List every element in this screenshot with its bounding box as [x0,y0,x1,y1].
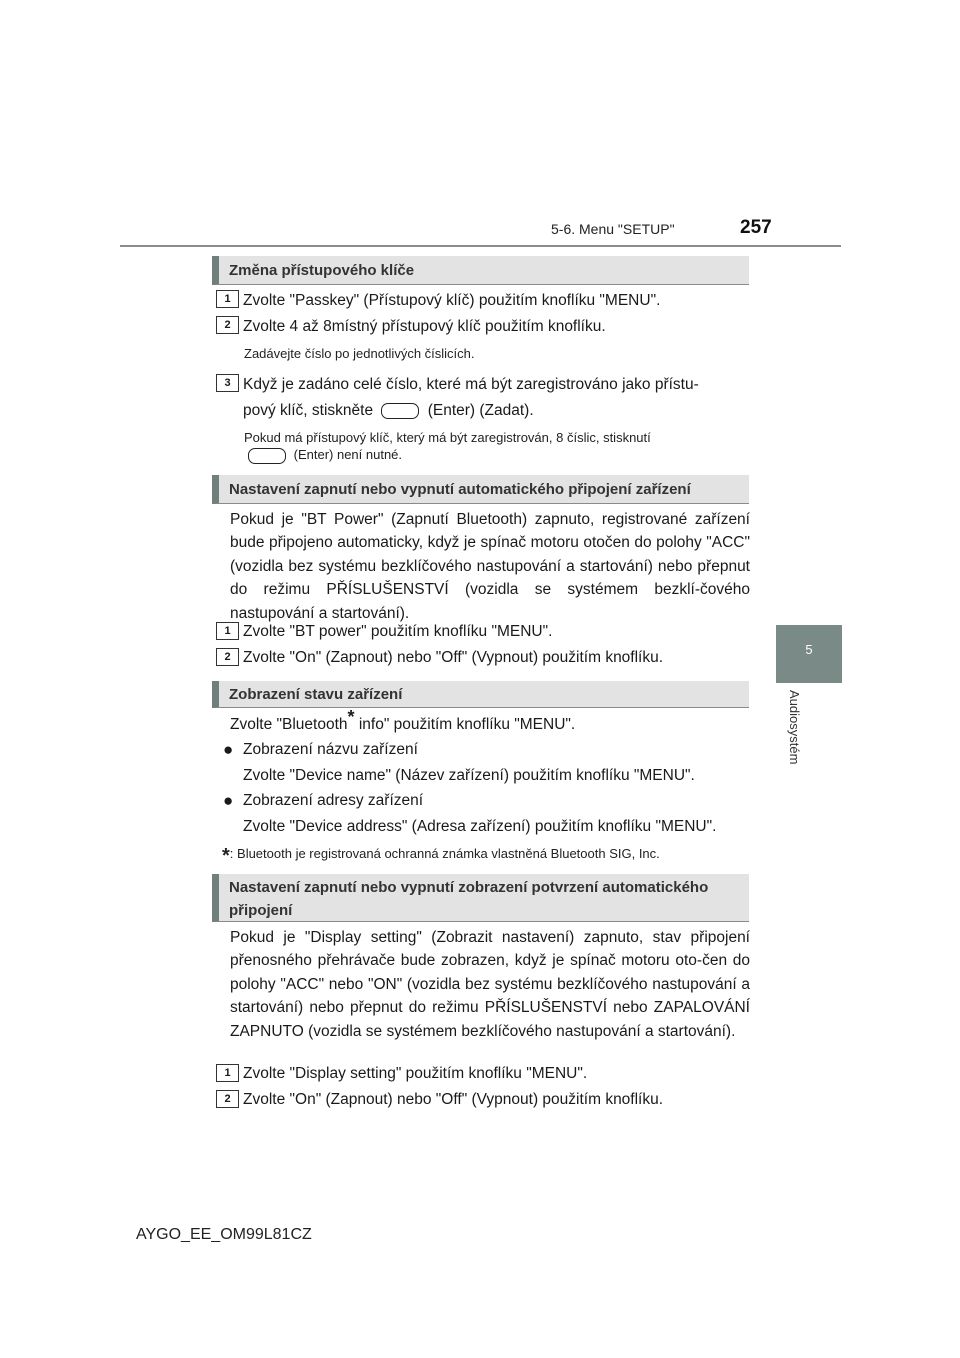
step-number: 2 [216,1090,239,1108]
enter-button-icon [381,403,419,419]
note-text-part: (Enter) není nutné. [293,447,403,462]
step-number: 1 [216,290,239,308]
footnote-marker: * [347,706,355,727]
bullet-icon: ● [223,740,234,759]
step-number: 1 [216,622,239,640]
step-number: 2 [216,316,239,334]
header-divider [120,245,841,247]
body-paragraph: Pokud je "BT Power" (Zapnutí Bluetooth) zapnuto, registrované zařízení bude připojeno automaticky, když je spínač motoru otočen do polohy "ACC" (vozidla bez systému bezklíčového nastupování a startování) nebo přepnut do režimu PŘÍSLUŠENSTVÍ (vozidla se systémem bezklí-čového nastupování a startování). [230,511,750,622]
bullet-text: Zvolte "Device address" (Adresa zařízení) použitím knoflíku "MENU". [243,818,717,835]
heading-line: Nastavení zapnutí nebo vypnutí zobrazení potvrzení automatického [229,879,709,896]
section-heading-device-status: Zobrazení stavu zařízení [212,681,749,708]
step-text-line2 [243,398,534,424]
bullet-text: Zvolte "Device name" (Název zařízení) použitím knoflíku "MENU". [243,767,695,784]
step-text: Zvolte "On" (Zapnout) nebo "Off" (Vypnout) použitím knoflíku. [243,649,664,666]
footnote-marker: * [222,845,230,867]
note-text-line2 [244,447,402,464]
body-paragraph: Pokud je "Display setting" (Zobrazit nastavení) zapnuto, stav připojení přenosného přehrávače bude zobrazen, když je spínač motoru oto-čen do polohy "ACC" nebo "ON" (vozidla bez systému bezklíčového nastupování a startování) nebo přepnut do režimu PŘÍSLUŠENSTVÍ nebo ZAPALOVÁNÍ ZAPNUTO (vozidla se systémem bezklíčového nastupování a startování). [230,929,750,1040]
step-text: Zvolte "Passkey" (Přístupový klíč) použitím knoflíku "MENU". [243,292,661,309]
footnote-text: : Bluetooth je registrovaná ochranná známka vlastněná Bluetooth SIG, Inc. [229,846,660,861]
step-number: 1 [216,1064,239,1082]
page-number: 257 [740,217,772,238]
step-text: Když je zadáno celé číslo, které má být zaregistrováno jako přístu- [243,376,699,393]
step-text: Zvolte "BT power" použitím knoflíku "MENU". [243,623,553,640]
bullet-title: Zobrazení adresy zařízení [243,792,424,809]
section-heading-auto-connect: Nastavení zapnutí nebo vypnutí automatického připojení zařízení [212,475,749,504]
step-text: Zvolte "Display setting" použitím knoflíku "MENU". [243,1065,588,1082]
note-text: Pokud má přístupový klíč, který má být zaregistrován, 8 číslic, stisknutí [244,430,651,445]
chapter-number: 5 [805,642,813,657]
bullet-title: Zobrazení názvu zařízení [243,741,418,758]
section-header: 5-6. Menu "SETUP" [551,221,675,237]
enter-button-icon [248,448,286,464]
chapter-label-wrap [778,690,810,780]
section-heading-passkey: Změna přístupového klíče [212,256,749,285]
step-text-part: pový klíč, stiskněte [243,402,374,419]
chapter-tab [776,625,842,683]
intro-text [230,706,576,738]
intro-part: info" použitím knoflíku "MENU". [354,716,576,733]
step-number: 3 [216,374,239,392]
step-text: Zvolte 4 až 8místný přístupový klíč použitím knoflíku. [243,318,606,335]
step-number: 2 [216,648,239,666]
intro-part: Zvolte "Bluetooth [230,716,348,733]
footnote [222,845,660,868]
step-text: Zvolte "On" (Zapnout) nebo "Off" (Vypnout) použitím knoflíku. [243,1091,664,1108]
chapter-label: Audiosystém [787,690,802,765]
heading-line: připojení [229,902,293,919]
note-text: Zadávejte číslo po jednotlivých číslicích. [244,346,475,361]
section-heading-connect-confirmation [212,874,749,922]
bullet-icon: ● [223,791,234,810]
document-code: AYGO_EE_OM99L81CZ [136,1226,312,1243]
step-text-part: (Enter) (Zadat). [427,402,534,419]
